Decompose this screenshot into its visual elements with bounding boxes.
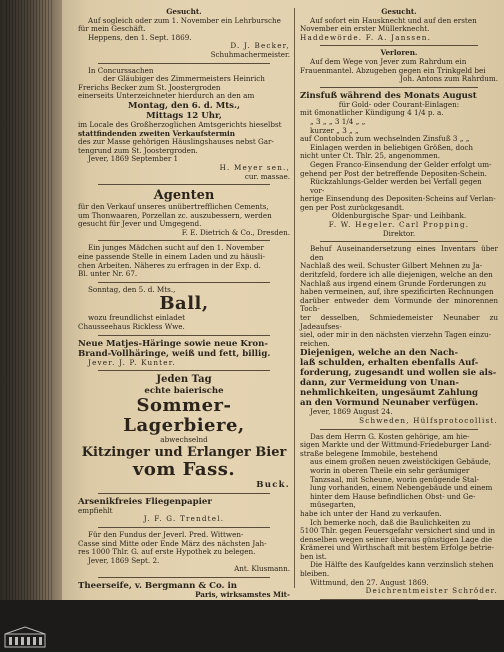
ad-signature: Haddewörde. F. A. Janssen. [300, 32, 432, 42]
ad-text: wozu freundlichst einladet [88, 313, 186, 323]
ad-text: Bl. unter Nr. 67. [78, 269, 138, 279]
rate-row: auf Contobuch zum wechselnden Zinsfuß 3 „ „ [300, 134, 470, 144]
divider-rule [98, 527, 270, 528]
divider-rule [320, 241, 478, 242]
ad-haus-verkauf [300, 433, 498, 596]
ad-text: Auf sogleich oder zum 1. November ein Lehrbursche [88, 15, 281, 25]
ad-lagerbier [78, 374, 290, 490]
ad-text: Ich bemerke noch, daß die Baulichkeiten zu [310, 517, 471, 527]
ad-text: reichen. [300, 338, 330, 348]
ad-heading: Arsenikfreies Fliegenpapier [78, 496, 212, 507]
ad-text: res 1000 Thlr. G. auf erste Hypothek zu belegen. [78, 547, 256, 557]
ad-heading: Agenten [153, 188, 215, 204]
ad-text: hinter dem Hause befindlichen Obst- und Ge- [310, 491, 476, 501]
ad-text: einerseits Unterzeichneter hierdurch an den am [78, 91, 255, 101]
ad-text: sigen Markte und der Wittmund-Friedeburger Land- [300, 440, 492, 450]
book-page-edges [0, 0, 62, 600]
newspaper-page [62, 0, 504, 600]
ad-text: Nachlaß des weil. Schuster Gilbert Mehnen zu Ja- [300, 261, 483, 271]
ad-text: Casse sind Mitte oder Ende März des nächsten Jah- [78, 538, 267, 548]
ad-text: Das dem Herrn G. Kosten gehörige, am hie- [310, 431, 470, 441]
scan-footer [0, 600, 504, 652]
ad-text: Frauenmantel. Abzugeben gegen ein Trinkgeld bei [300, 65, 486, 75]
ad-text: darüber entweder dem Vormunde der minorennen Toch- [300, 295, 498, 314]
ad-text: empfiehlt [78, 505, 113, 515]
rate-row: mit 6monatlicher Kündigung 4 1/4 p. a. [300, 108, 444, 118]
ad-text-emphasis: Diejenigen, welche an den Nach- [300, 348, 459, 359]
ad-text: Gegen Franco-Einsendung der Gelder erfolgt um- [310, 159, 492, 169]
ad-heading: Sommer-Lagerbiere, [123, 395, 245, 437]
ad-text: gesucht für Jever und Umgegend. [78, 219, 202, 229]
ad-text: ben ist. [300, 551, 327, 561]
ad-heading: Neue Matjes-Häringe sowie neue Kron- [78, 338, 268, 349]
ad-text: Rückzahlungs-Gelder werden bei Verfall gegen vor- [310, 177, 482, 195]
ad-text: Paris, wirksamstes Mit- [195, 589, 290, 599]
ad-text: herige Einsendung des Depositen-Scheins auf Verlan- [300, 194, 496, 204]
ad-date: Jever, 1869 September 1 [88, 154, 179, 164]
ad-text: der Gläubiger des Zimmermeisters Heinrich [103, 74, 265, 84]
ad-time-emphasis: Mittags 12 Uhr, [146, 110, 222, 121]
ad-text: In Concurssachen [88, 65, 154, 75]
ad-signature: J. F. G. Trendtel. [143, 514, 225, 524]
ad-signature-title: Schuhmachermeister. [210, 49, 290, 59]
ad-heading: echte baierische [144, 386, 224, 397]
ad-text: denselben wegen seiner überaus günstigen Lage die [300, 534, 493, 544]
ad-text: für den Verkauf unseres unübertrefflichen Cements, [78, 202, 269, 212]
ad-signature: Ant. Klusmann. [234, 564, 290, 574]
ad-text: Einlagen werden in beliebigen Größen, doch [310, 142, 474, 152]
ad-text: stattfindenden zweiten Verkaufstermin [78, 128, 235, 138]
ad-text: Frerichs Becker zum St. Joostergroden [78, 82, 221, 92]
ad-signature: Buck. [256, 479, 290, 490]
ad-nachlass [300, 245, 498, 425]
ad-text: 5100 Thlr. gegen Feuersgefahr versichert sind und in [300, 526, 495, 536]
ad-text: im Locale des Großherzoglichen Amtsgerichts hieselbst [78, 119, 282, 129]
divider-rule [98, 282, 270, 283]
ad-heading: Theerseife, v. Bergmann & Co. in [78, 580, 238, 591]
ad-heading: Jeden Tag [156, 374, 212, 386]
ad-signature-title: cur. massae. [244, 171, 290, 181]
ad-text: eine passende Stelle in einem Laden und zu häusli- [78, 252, 265, 262]
ad-text: Ein junges Mädchen sucht auf den 1. November [88, 243, 264, 253]
ad-date: Jever, 1869 August 24. [310, 407, 393, 417]
ad-signature: D. J. Becker, [230, 41, 290, 51]
ad-signature: Oldenburgische Spar- und Leihbank. [331, 211, 467, 221]
ad-text: chen Arbeiten. Näheres zu erfragen in der Exp. d. [78, 260, 261, 270]
ad-text: ter desselben, Schmiedemeister Neunaber zu Jadeaufses- [300, 313, 498, 331]
divider-rule [98, 335, 270, 336]
ad-text: aus einem großen neuen zweistöckigen Gebäude, [310, 457, 491, 467]
ad-text: abwechselnd [160, 435, 208, 445]
divider-rule [98, 370, 270, 371]
ad-heading: Gesucht. [381, 7, 417, 16]
ad-zinsfuss [300, 91, 498, 239]
ad-text: Krämerei und Wirthschaft mit bestem Erfolge betrie- [300, 543, 494, 553]
ad-heading: Zinsfuß während des Monats August [300, 90, 477, 101]
ad-signature: H. Meyer sen., [219, 162, 290, 172]
ad-date: Jever, 1869 Sept. 2. [88, 555, 160, 565]
ad-concurs [78, 67, 290, 182]
ad-text: Tanzsaal, mit Scheune, worin genügende Stal- [310, 474, 479, 484]
ad-text: Auf sofort ein Hausknecht und auf den ersten [310, 15, 477, 25]
ad-matjes [78, 339, 290, 368]
ad-text: November ein erster Müllerknecht. [300, 24, 430, 34]
ad-text: um Thonwaaren, Porzellan zc. auszubessern, werden [78, 210, 272, 220]
ad-signature: F. E. Dietrich & Co., Dresden. [181, 227, 290, 237]
ad-text: tengrund zum St. Joostergroden. [78, 145, 198, 155]
ad-text: straße belegene Immobile, bestehend [300, 448, 438, 458]
ad-date: Wittmund, den 27. August 1869. [310, 577, 429, 587]
ad-text: lung vorhanden, einem Nebengebäude und einem [310, 483, 493, 493]
ad-text-emphasis: dann, zur Vermeidung von Unan- [300, 378, 460, 389]
ad-maedchen [78, 244, 290, 278]
ad-text: für Gold- oder Courant-Einlagen: [338, 99, 460, 109]
divider-rule [320, 87, 478, 88]
ad-ball [78, 286, 290, 332]
ad-heading: Kitzinger und Erlanger Bier [81, 444, 287, 460]
ad-text: Nachlaß aus irgend einem Grunde Forderungen zu [300, 278, 487, 288]
divider-rule [320, 45, 478, 46]
ad-signature-title: Direktor. [382, 228, 416, 238]
ad-signature: F. W. Hegeler. Carl Propping. [328, 220, 470, 230]
ad-text-emphasis: nehmlichkeiten, ungesäumt Zahlung [300, 388, 478, 399]
ad-fliegenpapier [78, 497, 290, 524]
ad-heading: Gesucht. [166, 7, 202, 16]
ad-heading: vom Fass. [132, 458, 236, 480]
ad-fundus [78, 531, 290, 574]
ad-text: Für den Fundus der Jeverl. Pred. Wittwen- [88, 530, 244, 539]
divider-rule [320, 429, 478, 430]
ad-text: deritzfeld, fordere ich alle diejenigen, welche an den [300, 270, 493, 280]
ad-heading: Verloren. [380, 48, 418, 58]
ad-text: Die Hälfte des Kaufgeldes kann verzinslich stehen [310, 560, 494, 570]
ad-text: siel, oder mir in den nächsten vierzehn Tagen einzu- [300, 330, 492, 340]
divider-rule [98, 63, 270, 64]
ad-text-emphasis: forderung, zugesandt und wollen sie als- [300, 368, 497, 379]
divider-rule [98, 493, 270, 494]
ad-text: bleiben. [300, 569, 330, 579]
ad-text: worin in oberen Theile ein sehr geräumiger [310, 465, 470, 475]
ad-gesucht-hausknecht [300, 8, 498, 42]
ad-date: Heppens, den 1. Sept. 1869. [88, 32, 192, 42]
ad-text-emphasis: an den Vormund Neunaber verfügen. [300, 398, 479, 409]
ad-text: müsegarten, [310, 500, 356, 510]
ad-signature: Chausseehaus Rickless Wwe. [78, 322, 185, 332]
ad-text: für mein Geschäft. [78, 24, 146, 34]
divider-rule [98, 184, 270, 185]
right-column [300, 8, 498, 636]
ad-agenten [78, 188, 290, 237]
ad-gesucht-lehrbursche [78, 8, 290, 60]
ad-signature: Schweden, Hülfsprotocollist. [359, 415, 498, 425]
rate-row: kurzer „ 3 „ „ [310, 125, 359, 135]
divider-rule [98, 577, 270, 578]
rate-row: „ 3 „ „ 3 1/4 „ „ [310, 116, 366, 126]
ad-signature: Jever. J. P. Kunter. [88, 357, 177, 367]
ad-text: Behuf Auseinandersetzung eines Inventars über den [310, 244, 498, 262]
ad-date-emphasis: Montag, den 6. d. Mts., [128, 100, 240, 111]
ad-heading: Ball, [159, 293, 209, 315]
ad-signature: Joh. Antons zum Rahrdum. [400, 74, 498, 84]
ad-text-emphasis: laß schulden, erhalten ebenfalls Auf- [300, 358, 479, 369]
ad-text: gehend per Post der betreffende Depositen-Schein. [300, 168, 487, 178]
ad-text: gen per Post zurückgesandt. [300, 202, 405, 212]
ad-heading: Brand-Vollhäringe, weiß und fett, billig. [78, 348, 271, 359]
left-column [78, 8, 290, 628]
ad-signature: Deichrentmeister Schröder. [365, 586, 498, 596]
ad-text: Auf dem Wege von Jever zum Rahrdum ein [310, 56, 467, 66]
column-divider [294, 8, 295, 588]
ad-text: habe ich unter der Hand zu verkaufen. [300, 508, 442, 518]
ad-verloren [300, 49, 498, 83]
ad-text: des zur Masse gehörigen Häuslingshauses nebst Gar- [78, 137, 274, 147]
ad-text: haben vermeinen, auf, ihre spezificirten Rechnungen [300, 287, 494, 297]
ad-date: Sonntag, den 5. d. Mts., [88, 284, 176, 294]
divider-rule [98, 240, 270, 241]
library-building-icon [4, 626, 46, 648]
ad-text: nicht unter Ct. Thlr. 25, angenommen. [300, 151, 441, 161]
